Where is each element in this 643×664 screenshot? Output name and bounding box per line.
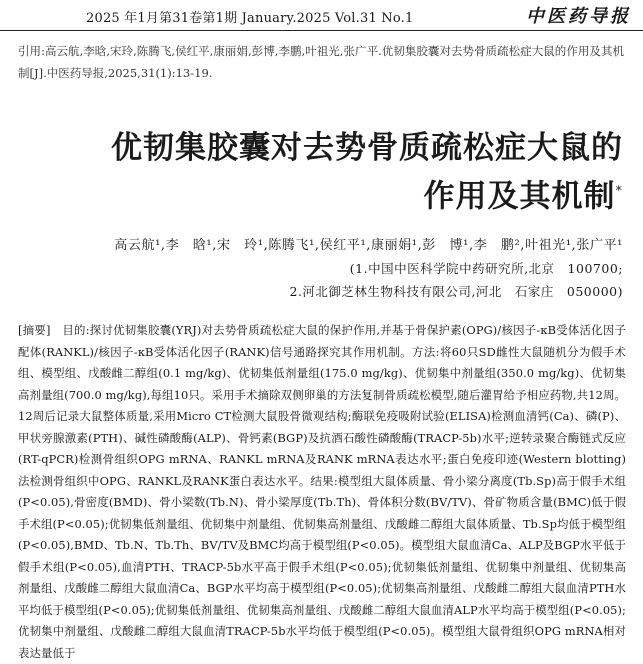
journal-logo: 中医药导报 (526, 6, 631, 27)
citation-text: 引用:高云航,李晗,宋玲,陈腾飞,侯红平,康丽娟,彭博,李鹏,叶祖光,张广平.优韧集胶囊对去势骨质疏松症大鼠的作用及其机制[J].中医药导报,2025,31(1):13-19. (18, 44, 624, 80)
issue-info: 2025 年1月第31卷第1期 January.2025 Vol.31 No.1 (86, 11, 414, 26)
abstract (18, 320, 626, 664)
affiliation-2: 2.河北御芝林生物科技有限公司,河北 石家庄 050000) (289, 284, 623, 299)
abstract-label: [摘要] (18, 323, 51, 337)
title-footnote-mark: * (615, 184, 623, 199)
title-line-1: 优韧集胶囊对去势骨质疏松症大鼠的 (111, 130, 623, 166)
page-header (0, 0, 643, 30)
author-list: 高云航¹,李 晗¹,宋 玲¹,陈腾飞¹,侯红平¹,康丽娟¹,彭 博¹,李 鹏²,叶祖光¹,张广平¹ (114, 238, 623, 253)
abstract-text: 目的:探讨优韧集胶囊(YRJ)对去势骨质疏松症大鼠的保护作用,并基于骨保护素(OPG)/核因子-κB受体活化因子配体(RANKL)/核因子-κB受体活化因子(RANK)信号通路探究其作用机制。方法:将60只SD雌性大鼠随机分为假手术组、模型组、戊酸雌二醇组(0.1 mg/kg)、优韧集低剂量组(175.0 mg/kg)、优韧集中剂量组(350.0 mg/kg)、优韧集高剂量组(700.0 mg/kg),每组10只。采用手术摘除双侧卵巢的方法复制骨质疏松模型,随后灌胃给予相应药物,共12周。12周后记录大鼠整体质量,采用Micro CT检测大鼠股骨微观结构;酶联免疫吸附试验(ELISA)检测血清钙(Ca)、磷(P)、甲状旁腺激素(PTH)、碱性磷酸酶(ALP)、骨钙素(BGP)及抗酒石酸性磷酸酶(TRACP-5b)水平;逆转录聚合酶链式反应(RT-qPCR)检测骨组织OPG mRNA、RANKL mRNA及RANK mRNA表达水平;蛋白免疫印迹(Western blotting)法检测骨组织中OPG、RANKL及RANK蛋白表达水平。结果:模型组大鼠体质量、骨小梁分离度(Tb.Sp)高于假手术组(P<0.05),骨密度(BMD)、骨小梁数(Tb.N)、骨小梁厚度(Tb.Th)、骨体积分数(BV/TV)、骨矿物质含量(BMC)低于假手术组(P<0.05);优韧集低剂量组、优韧集中剂量组、优韧集高剂量组、戊酸雌二醇组大鼠体质量、Tb.Sp均低于模型组(P<0.05),BMD、Tb.N、Tb.Th、BV/TV及BMC均高于模型组(P<0.05)。模型组大鼠血清Ca、ALP及BGP水平低于假手术组(P<0.05),血清PTH、TRACP-5b水平高于假手术组(P<0.05);优韧集低剂量组、优韧集中剂量组、优韧集高剂量组、戊酸雌二醇组大鼠血清Ca、BGP水平均高于模型组(P<0.05);优韧集高剂量组、戊酸雌二醇组大鼠血清PTH水平均低于模型组(P<0.05);优韧集低剂量组、优韧集高剂量组、戊酸雌二醇组大鼠血清ALP水平均高于模型组(P<0.05);优韧集中剂量组、戊酸雌二醇组大鼠血清TRACP-5b水平均低于模型组(P<0.05)。模型组大鼠骨组织OPG mRNA相对表达量低于 (18, 323, 626, 660)
article-title (40, 126, 623, 218)
affiliation-1: (1.中国中医科学院中药研究所,北京 100700; (349, 261, 623, 276)
title-line-2: 作用及其机制 (423, 178, 616, 215)
header-rule (0, 30, 643, 31)
